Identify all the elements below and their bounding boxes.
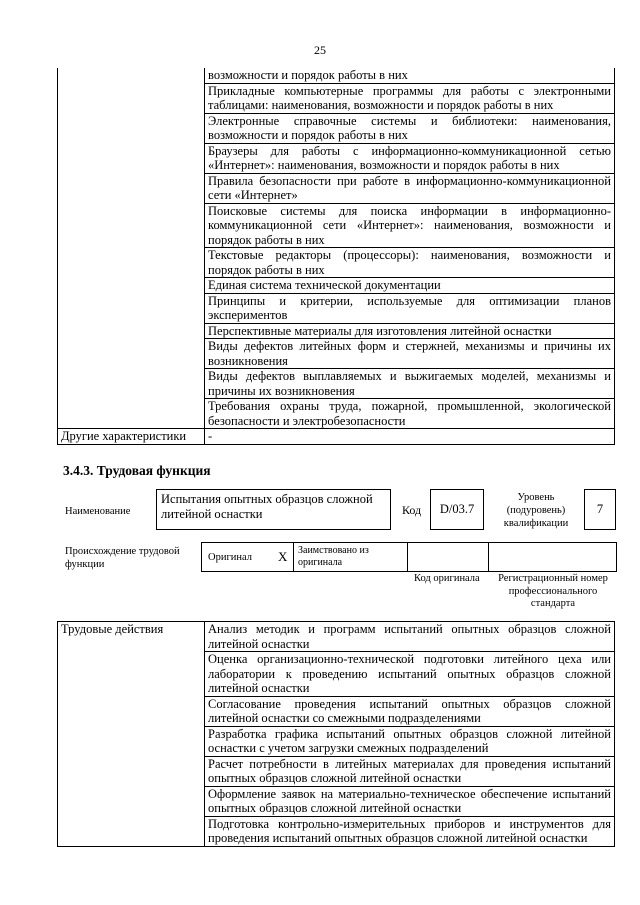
knowledge-item: Требования охраны труда, пожарной, промышленной, экологической безопасности и электробезопасности xyxy=(205,399,615,429)
code-value: D/03.7 xyxy=(430,489,484,530)
divider xyxy=(293,543,294,571)
knowledge-item: Виды дефектов литейных форм и стержней, механизмы и причины их возникновения xyxy=(205,339,615,369)
knowledge-item: Единая система технической документации xyxy=(205,278,615,294)
code-original-caption: Код оригинала xyxy=(414,573,480,584)
knowledge-item: Текстовые редакторы (процессоры): наименования, возможности и порядок работы в них xyxy=(205,248,615,278)
knowledge-item: Правила безопасности при работе в информационно-коммуникационной сети «Интернет» xyxy=(205,173,615,203)
level-label: Уровень (подуровень) квалификации xyxy=(503,492,569,529)
table-row xyxy=(58,429,615,445)
page-number: 25 xyxy=(314,43,326,57)
table-row xyxy=(58,622,615,652)
labor-action-item: Расчет потребности в литейных материалах для проведения испытаний опытных образцов сложной литейной оснастки xyxy=(205,756,615,786)
knowledge-item: Принципы и критерии, используемые для оптимизации планов экспериментов xyxy=(205,293,615,323)
knowledge-item: возможности и порядок работы в них xyxy=(205,68,615,83)
code-label: Код xyxy=(402,503,422,517)
labor-action-item: Разработка графика испытаний опытных образцов сложной литейной оснастки с учетом загрузки смежных подразделений xyxy=(205,726,615,756)
function-name-value: Испытания опытных образцов сложной литейной оснастки xyxy=(161,492,373,521)
divider xyxy=(407,543,408,571)
section-title: 3.4.3. Трудовая функция xyxy=(63,463,211,478)
borrowed-label: Заимствовано из оригинала xyxy=(298,545,369,568)
labor-action-item: Оценка организационно-технической подготовки литейного цеха или лаборатории к проведению испытаний опытных образцов сложной литейной оснастки xyxy=(205,652,615,697)
origin-label: Происхождение трудовой функции xyxy=(65,546,180,570)
labor-action-item: Подготовка контрольно-измерительных приборов и инструментов для проведения испытаний опытных образцов сложной литейной оснастки xyxy=(205,816,615,846)
table-row xyxy=(58,68,615,83)
labor-action-item: Оформление заявок на материально-техническое обеспечение испытаний опытных образцов сложной литейной оснастки xyxy=(205,786,615,816)
knowledge-item: Перспективные материалы для изготовления литейной оснастки xyxy=(205,323,615,339)
divider xyxy=(488,543,489,571)
knowledge-item: Прикладные компьютерные программы для работы с электронными таблицами: наименования, возможности и порядок работы в них xyxy=(205,83,615,113)
reg-number-caption: Регистрационный номер профессионального стандарта xyxy=(498,573,608,609)
labor-action-item: Анализ методик и программ испытаний опытных образцов сложной литейной оснастки xyxy=(205,622,615,652)
labor-actions-table xyxy=(57,621,615,847)
original-label: Оригинал xyxy=(208,552,252,563)
level-value: 7 xyxy=(584,489,616,530)
knowledge-item: Электронные справочные системы и библиотеки: наименования, возможности и порядок работы в них xyxy=(205,113,615,143)
other-characteristics-value: - xyxy=(205,429,615,445)
knowledge-item: Браузеры для работы с информационно-коммуникационной сетью «Интернет»: наименования, возможности и порядок работы в них xyxy=(205,143,615,173)
knowledge-item: Поисковые системы для поиска информации в информационно-коммуникационной сети «Интернет»: наименования, возможности и порядок работы в них xyxy=(205,203,615,248)
origin-table xyxy=(201,542,617,572)
original-mark: X xyxy=(278,549,288,564)
knowledge-table xyxy=(57,68,615,445)
labor-actions-label: Трудовые действия xyxy=(58,622,205,847)
knowledge-item: Виды дефектов выплавляемых и выжигаемых моделей, механизмы и причины их возникновения xyxy=(205,369,615,399)
function-name-box xyxy=(156,489,391,530)
labor-action-item: Согласование проведения испытаний опытных образцов сложной литейной оснастки со смежными подразделениями xyxy=(205,696,615,726)
knowledge-label-cell xyxy=(58,68,205,429)
name-label: Наименование xyxy=(65,506,131,517)
other-characteristics-label: Другие характеристики xyxy=(58,429,205,445)
